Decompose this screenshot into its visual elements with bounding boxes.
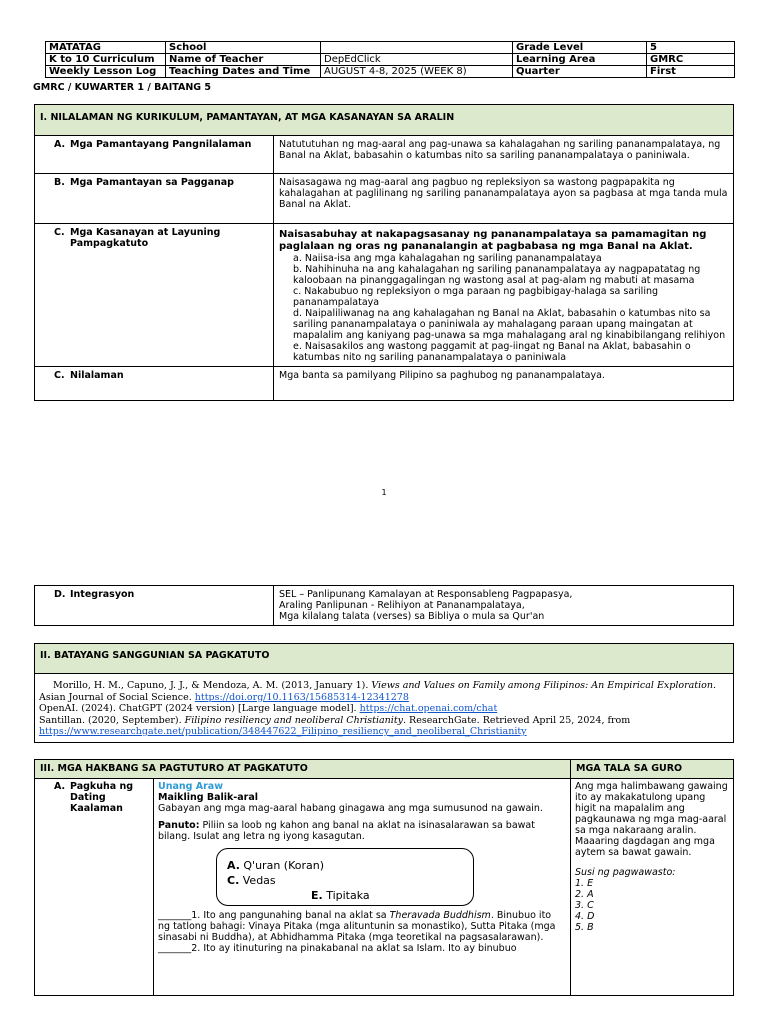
choices-box [216,848,474,906]
header-cell: Quarter [513,66,647,78]
row-content [274,586,734,626]
activity-title: Maikling Balik-aral [158,792,259,803]
activity-intro: Gabayan ang mga mag-aaral habang ginagawa ang mga sumusunod na gawain. [158,803,543,814]
answer-key-item: 1. E [575,878,594,889]
header-cell: Learning Area [513,54,647,66]
answer-key-item: 2. A [575,889,594,900]
section-1-title: I. NILALAMAN NG KURIKULUM, PAMANTAYAN, AT MGA KASANAYAN SA ARALIN [35,105,734,136]
competency-lead: Naisasabuhay at nakapagsasanay ng pananampalataya sa pamamagitan ng paglalaan ng oras ng pananalangin at pagbabasa ng mga Banal na Aklat. [279,229,707,252]
competency-item: e. Naisasakilos ang wastong paggamit at pag-iingat ng Banal na Aklat, babasahin o katumbas nito ng sariling pananampalataya o paniniwala [293,341,691,363]
header-cell: 5 [647,42,735,54]
row-letter: C. [54,227,65,238]
reference-link[interactable]: https://doi.org/10.1163/15685314-12341278 [194,691,409,703]
references [35,674,734,743]
answer-key-title: Susi ng pagwawasto: [575,867,676,878]
integration-line: SEL – Panlipunang Kamalayan at Responsableng Pagpapasya, [279,589,573,600]
row-label-text: Pagkuha ng Dating Kaalaman [70,781,134,814]
section-1-table [34,104,734,401]
notes-text: Maaaring dagdagan ang mga aytem sa bawat gawain. [575,836,715,858]
row-content: Mga banta sa pamilyang Pilipino sa paghubog ng pananampalataya. [274,367,734,401]
section-3-table [34,759,734,996]
header-cell: GMRC [647,54,735,66]
reference-text: OpenAI. (2024). ChatGPT (2024 version) [Large language model]. [39,703,360,714]
reference-link[interactable]: https://chat.openai.com/chat [359,703,498,714]
instructions-text: Piliin sa loob ng kahon ang banal na aklat na isinasalarawan sa bawat bilang. Isulat ang letra ng iyong kasagutan. [158,820,535,842]
choice-c: C. Vedas [227,874,276,887]
header-cell: First [647,66,735,78]
competency-item: c. Nakabubuo ng repleksiyon o mga paraan ng pagbibigay-halaga sa sariling pananampalataya [293,286,659,308]
notes-title: MGA TALA SA GURO [571,760,734,779]
row-label-text: Mga Pamantayan sa Pagganap [70,177,234,188]
instructions-label: Panuto: [158,820,200,831]
section-3-title: III. MGA HAKBANG SA PAGTUTURO AT PAGKATUTO [35,760,571,779]
row-letter: A. [54,139,66,150]
reference-item [39,703,729,715]
reference-title: Views and Values on Family among Filipinos: An Empirical Exploration [371,680,713,691]
question-1: _______1. Ito ang pangunahing banal na aklat sa Theravada Buddhism. Binubuo ito ng tatlong bahagi: Vinaya Pitaka (mga alituntunin sa monastiko), Sutta Pitaka (mga sinasabi ni Buddha), at Abhidhamma Pitaka (mga teoretikal na pagsasalarawan). [158,910,556,943]
choice-a: A. Q'uran (Koran) [227,859,325,872]
reference-link[interactable]: https://www.researchgate.net/publication/348447622_Filipino_resiliency_and_neoliberal_Christianity [39,726,527,737]
reference-title: Filipino resiliency and neoliberal Christianity [184,714,403,726]
header-table [45,41,735,78]
competency-item: d. Naipaliliwanag na ang kahalagahan ng Banal na Aklat, babasahin o katumbas nito sa sariling pananampalataya o paniniwala ay mahalagang paraan upang maingatan at mapalalim ang kaniyang pag-unawa sa mga mahalagang aral ng kinabibilangang relihiyon [293,308,726,341]
reference-text: . ResearchGate. Retrieved April 25, 2024, from [403,714,631,726]
row-content [274,224,734,367]
row-label [35,224,274,367]
choice-e: E. Tipitaka [311,889,370,902]
header-cell: K to 10 Curriculum [46,54,166,66]
row-content: Naisasagawa ng mag-aaral ang pagbuo ng repleksiyon sa wastong pagpapakita ng kahalagahan at paglilinang ng sariling pananampalataya ayon sa pagbasa at mga tanda mula Banal na Aklat. [274,174,734,224]
answer-key-item: 5. B [575,922,594,933]
reference-item [39,680,729,703]
lesson-content [154,779,571,996]
teacher-notes [571,779,734,996]
section-2-title: II. BATAYANG SANGGUNIAN SA PAGKATUTO [35,644,734,674]
reference-text: . Asian Journal of Social Science. [39,680,717,703]
day-label: Unang Araw [158,781,223,792]
header-cell: Grade Level [513,42,647,54]
row-label [35,136,274,174]
row-label [35,779,154,996]
header-cell: Teaching Dates and Time [166,66,321,78]
header-cell: School [166,42,321,54]
answer-key-item: 4. D [575,911,595,922]
row-label [35,367,274,401]
integration-line: Araling Panlipunan - Relihiyon at Pananampalataya, [279,600,525,611]
document-subtitle: GMRC / KUWARTER 1 / BAITANG 5 [33,82,211,93]
competency-item: b. Nahihinuha na ang kahalagahan ng sariling pananampalataya ay nagpapatatag ng kaloobaan na pinanggagalingan ng wastong asal at pag-alam ng mabuti at masama [293,264,701,286]
row-label-text: Mga Pamantayang Pangnilalaman [70,139,252,150]
competency-item: a. Naiisa-isa ang mga kahalagahan ng sariling pananampalataya [293,253,602,264]
notes-text: Ang mga halimbawang gawaing ito ay makakatulong upang higit na mapalalim ang pagkaunawa ng mga mag-aaral sa mga nakaraang aralin. [575,781,728,836]
header-cell: MATATAG [46,42,166,54]
answer-key-item: 3. C [575,900,594,911]
row-label [35,174,274,224]
reference-item [39,715,729,738]
row-label [35,586,274,626]
row-content: Natututuhan ng mag-aaral ang pag-unawa sa kahalagahan ng sariling pananampalataya, ng Banal na Aklat, babasahin o katumbas nito sa sariling pananampalataya o paniniwala. [274,136,734,174]
question-2: _______2. Ito ay itinuturing na pinakabanal na aklat sa Islam. Ito ay binubuo [158,943,517,954]
header-cell: DepEdClick [321,54,513,66]
row-label-text: Mga Kasanayan at Layuning Pampagkatuto [70,227,221,249]
integrasyon-table [34,585,734,626]
header-cell: Weekly Lesson Log [46,66,166,78]
header-cell [321,42,513,54]
header-cell: AUGUST 4-8, 2025 (WEEK 8) [321,66,513,78]
header-cell: Name of Teacher [166,54,321,66]
integration-line: Mga kilalang talata (verses) sa Bibliya o mula sa Qur'an [279,611,545,622]
row-letter: D. [54,589,66,600]
section-2-table [34,643,734,743]
row-letter: B. [54,177,65,188]
row-letter: A. [54,781,66,792]
instructions [158,820,566,842]
page-number: 1 [381,488,387,497]
row-label-text: Integrasyon [70,589,135,600]
reference-text: Santillan. (2020, September). [39,714,185,726]
row-letter: C. [54,370,65,381]
reference-text: Morillo, H. M., Capuno, J. J., & Mendoza, A. M. (2013, January 1). [53,680,372,691]
row-label-text: Nilalaman [70,370,124,381]
